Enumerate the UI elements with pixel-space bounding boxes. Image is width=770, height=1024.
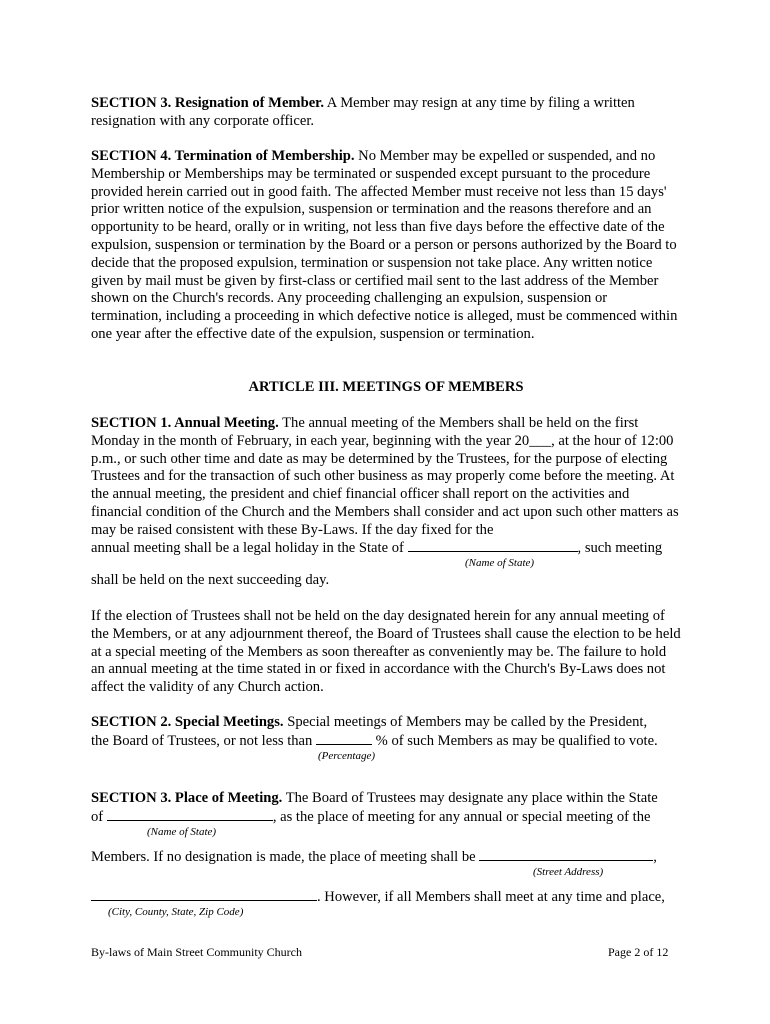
place-state-caption: (Name of State) [147,826,217,838]
section-2-special-line2: the Board of Trustees, or not less than % of such Members as may be qualified to vote. [91,733,658,749]
section-3-place-line1: SECTION 3. Place of Meeting. The Board of Trustees may designate any place within the State [91,790,658,806]
section-1-annual-meeting [91,415,681,540]
state-blank-field[interactable] [408,539,578,552]
section-heading: SECTION 3. Resignation of Member. [91,95,324,111]
section-text: The annual meeting of the Members shall be held on the first Monday in the month of February, in each year, beginning with the year 20___, at the hour of 12:00 p.m., or such other time and date as may be determined by the Trustees, for the purpose of electing Trustees and for the transaction of such other business as may properly come before the meeting. At the annual meeting, the president and chief financial officer shall report on the activities and financial condition of the Church and the Members shall consider and act upon such other matters as may be raised consistent with these By-Laws. If the day fixed for the [91,415,679,538]
holiday-state-line: annual meeting shall be a legal holiday in the State of , such meeting [91,540,663,556]
state-caption: (Name of State) [465,557,535,569]
footer-page-number: Page 2 of 12 [608,945,669,959]
section-4-termination [91,148,681,344]
section-3-place-line4: . However, if all Members shall meet at any time and place, [91,888,665,907]
percentage-blank-field[interactable] [316,732,372,745]
section-heading: SECTION 4. Termination of Membership. [91,148,355,164]
section-heading: SECTION 1. Annual Meeting. [91,415,279,431]
city-county-caption: (City, County, State, Zip Code) [108,906,244,918]
section-heading: SECTION 2. Special Meetings. [91,714,284,730]
section-text: No Member may be expelled or suspended, and no Membership or Memberships may be terminated or suspended except pursuant to the procedure provided herein carried out in good faith. The affected Member must receive not less than 15 days' prior written notice of the expulsion, suspension or termination and the reasons therefore and an opportunity to be heard, orally or in writing, not less than five days before the effective date of the expulsion, suspension or termination by the Board or a person or persons authorized by the Board to decide that the proposed expulsion, termination or suspension not take place. Any written notice given by mail must be given by first-class or certified mail sent to the last address of the Member shown on the Church's records. Any proceeding challenging an expulsion, suspension or termination, including a proceeding in which defective notice is alleged, must be commenced within one year after the effective date of the expulsion, suspension or termination. [91,148,678,342]
section-3-place-line3: Members. If no designation is made, the place of meeting shall be , [91,849,657,865]
footer-document-title: By-laws of Main Street Community Church [91,945,302,959]
section-heading: SECTION 3. Place of Meeting. [91,790,283,806]
section-text: A Member may resign at any time by filing a written resignation with any corporate officer. [91,95,635,129]
street-address-blank-field[interactable] [479,848,653,861]
street-address-caption: (Street Address) [533,866,604,878]
city-county-blank-field[interactable] [91,888,317,901]
article-3-title: ARTICLE III. MEETINGS OF MEMBERS [248,379,524,395]
election-paragraph: If the election of Trustees shall not be held on the day designated herein for any annual meeting of the Members, or at any adjournment thereof, the Board of Trustees shall cause the election to be held at a special meeting of the Members as soon thereafter as conveniently may be. The failure to hold an annual meeting at the time stated in or fixed in accordance with the Church's By-Laws does not affect the validity of any Church action. [91,608,681,696]
section-3-place-line2: of , as the place of meeting for any annual or special meeting of the [91,809,651,825]
succeeding-day-line: shall be held on the next succeeding day. [91,572,330,588]
section-3-resignation [91,95,681,131]
place-state-blank-field[interactable] [107,808,273,821]
percentage-caption: (Percentage) [318,750,376,762]
section-2-special-line1: SECTION 2. Special Meetings. Special meetings of Members may be called by the President, [91,714,648,730]
